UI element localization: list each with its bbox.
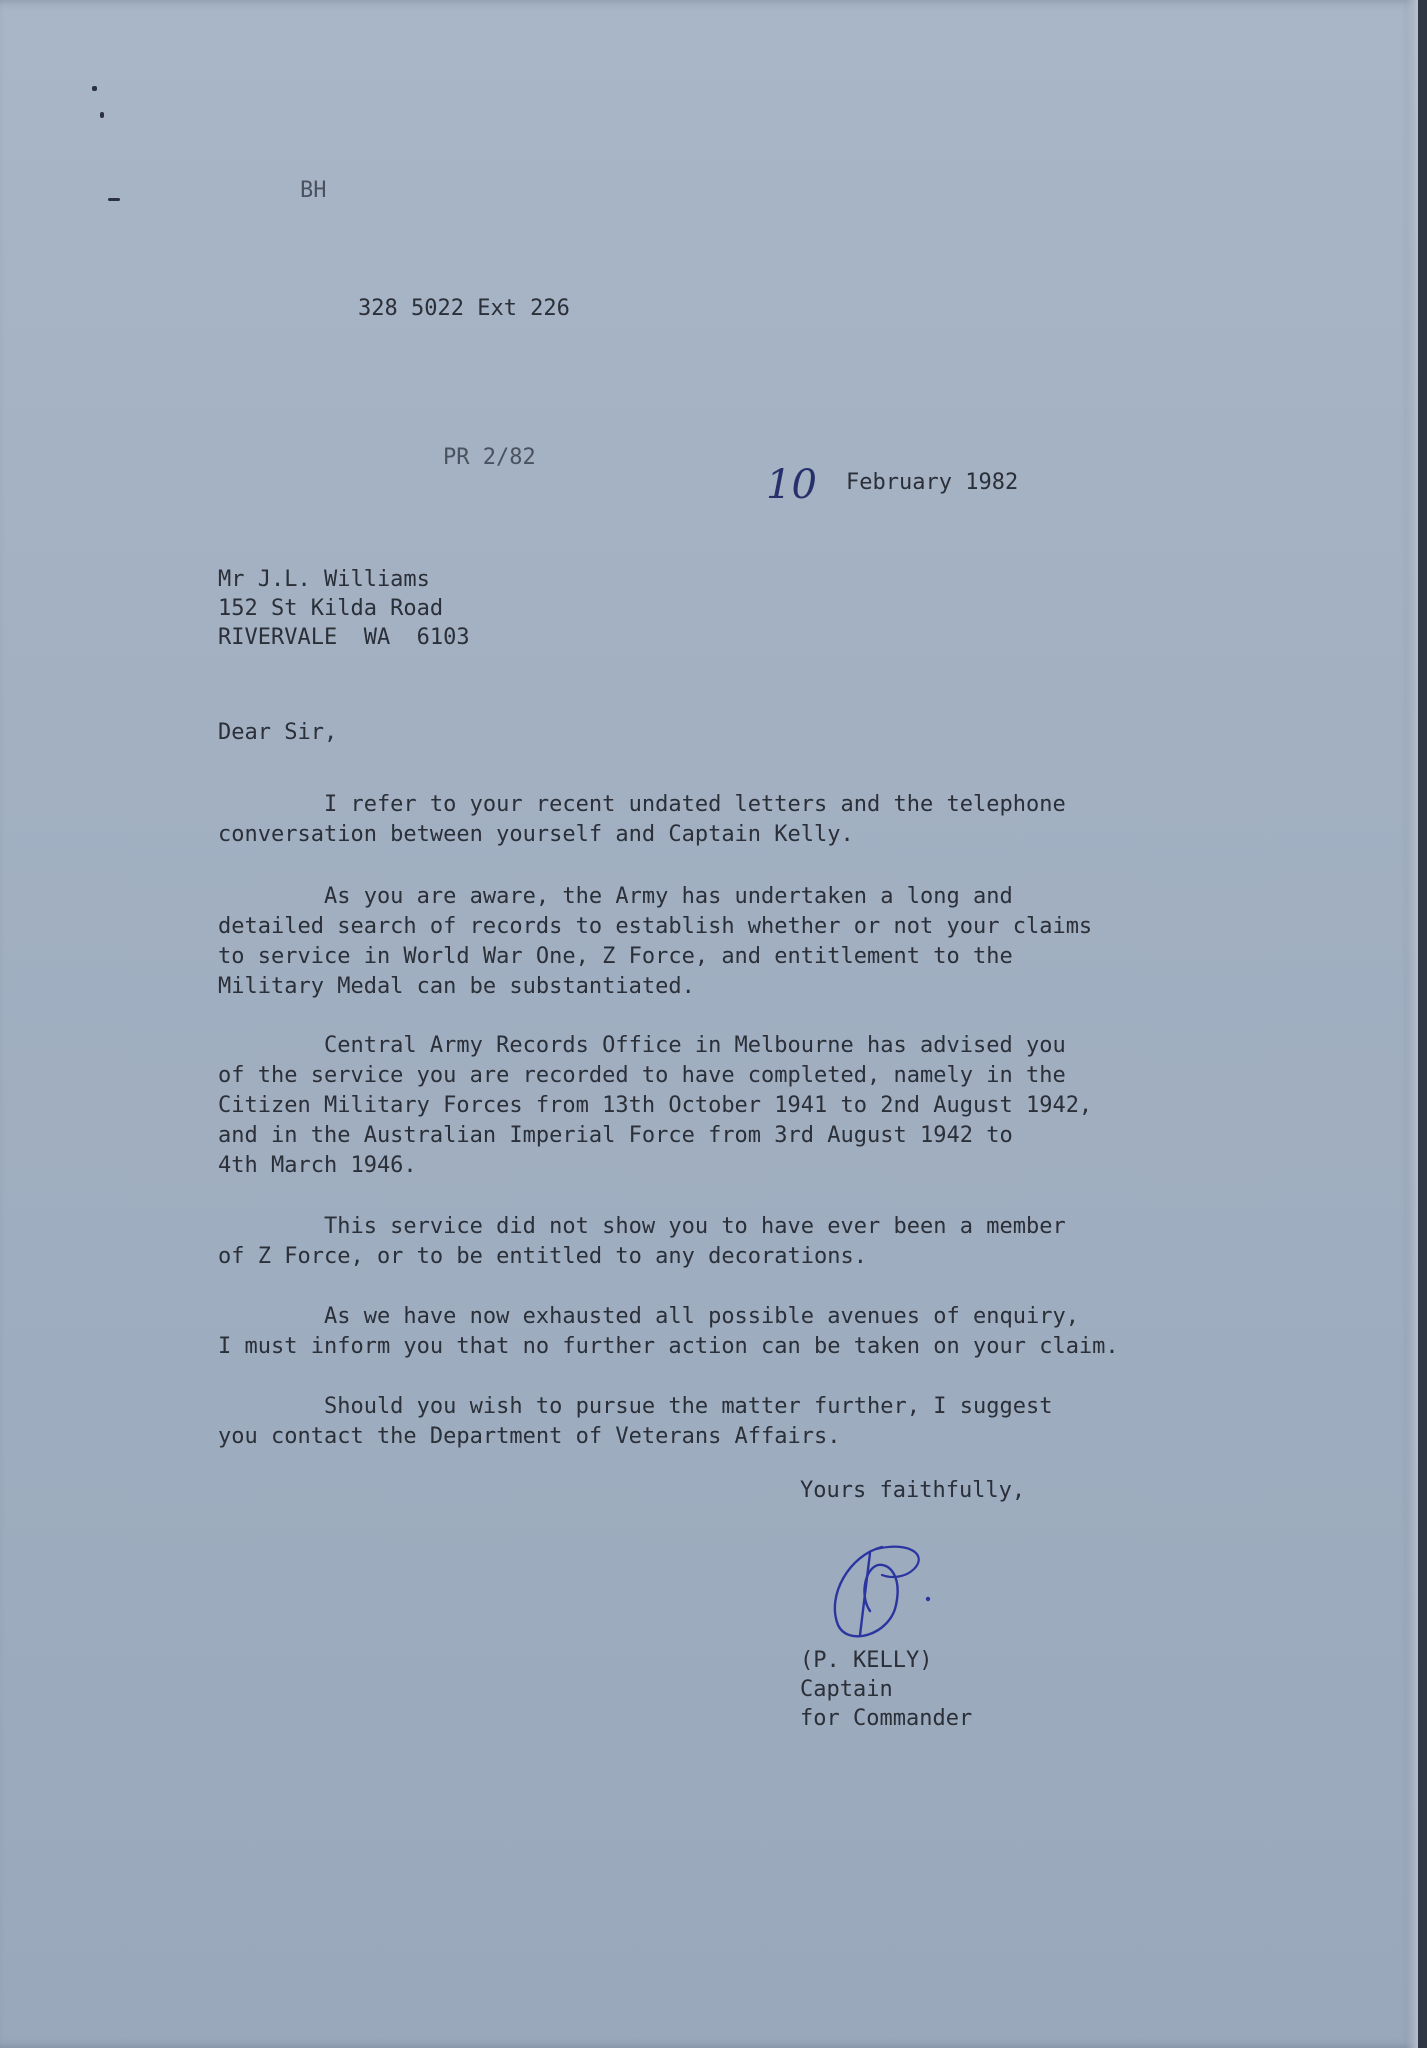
margin-mark <box>92 86 97 91</box>
paragraph-line: of the service you are recorded to have completed, namely in the <box>218 1063 1066 1088</box>
signatory-name: (P. KELLY) <box>800 1648 933 1673</box>
recipient-street: 152 St Kilda Road <box>218 596 444 621</box>
paragraph-line: conversation between yourself and Captain Kelly. <box>218 822 854 847</box>
header-initials: BH <box>300 178 327 203</box>
paragraph-2 <box>218 882 1238 1002</box>
signatory-role: for Commander <box>800 1706 973 1731</box>
paragraph-line: detailed search of records to establish whether or not your claims <box>218 914 1093 939</box>
paragraph-1 <box>218 790 1238 850</box>
margin-mark <box>108 198 120 201</box>
paragraph-4 <box>218 1212 1238 1272</box>
paragraph-line: Should you wish to pursue the matter further, I suggest <box>218 1394 1053 1419</box>
paragraph-line: This service did not show you to have ever been a member <box>218 1214 1066 1239</box>
paragraph-6 <box>218 1392 1238 1452</box>
paragraph-line: Citizen Military Forces from 13th October 1941 to 2nd August 1942, <box>218 1093 1093 1118</box>
salutation: Dear Sir, <box>218 720 338 745</box>
paragraph-line: Central Army Records Office in Melbourne has advised you <box>218 1033 1066 1058</box>
paragraph-line: As we have now exhausted all possible avenues of enquiry, <box>218 1304 1079 1329</box>
paragraph-line: Military Medal can be substantiated. <box>218 974 695 999</box>
handwritten-day: 10 <box>766 462 817 508</box>
paragraph-line: of Z Force, or to be entitled to any decorations. <box>218 1244 868 1269</box>
header-reference: PR 2/82 <box>443 445 536 470</box>
paragraph-line: you contact the Department of Veterans Affairs. <box>218 1424 841 1449</box>
recipient-name: Mr J.L. Williams <box>218 567 430 592</box>
recipient-city: RIVERVALE WA 6103 <box>218 625 470 650</box>
paragraph-line: I refer to your recent undated letters and the telephone <box>218 792 1066 817</box>
paragraph-line: 4th March 1946. <box>218 1153 417 1178</box>
paragraph-5 <box>218 1302 1238 1362</box>
paragraph-3 <box>218 1031 1238 1181</box>
paragraph-line: I must inform you that no further action can be taken on your claim. <box>218 1334 1119 1359</box>
header-phone: 328 5022 Ext 226 <box>358 296 570 321</box>
paragraph-line: to service in World War One, Z Force, and entitlement to the <box>218 944 1013 969</box>
valediction: Yours faithfully, <box>800 1478 1026 1503</box>
paragraph-line: and in the Australian Imperial Force from 3rd August 1942 to <box>218 1123 1013 1148</box>
signatory-rank: Captain <box>800 1677 893 1702</box>
paragraph-line: As you are aware, the Army has undertaken a long and <box>218 884 1013 909</box>
letter-date: February 1982 <box>846 470 1019 495</box>
margin-mark <box>100 112 104 118</box>
signature-image <box>820 1535 950 1650</box>
